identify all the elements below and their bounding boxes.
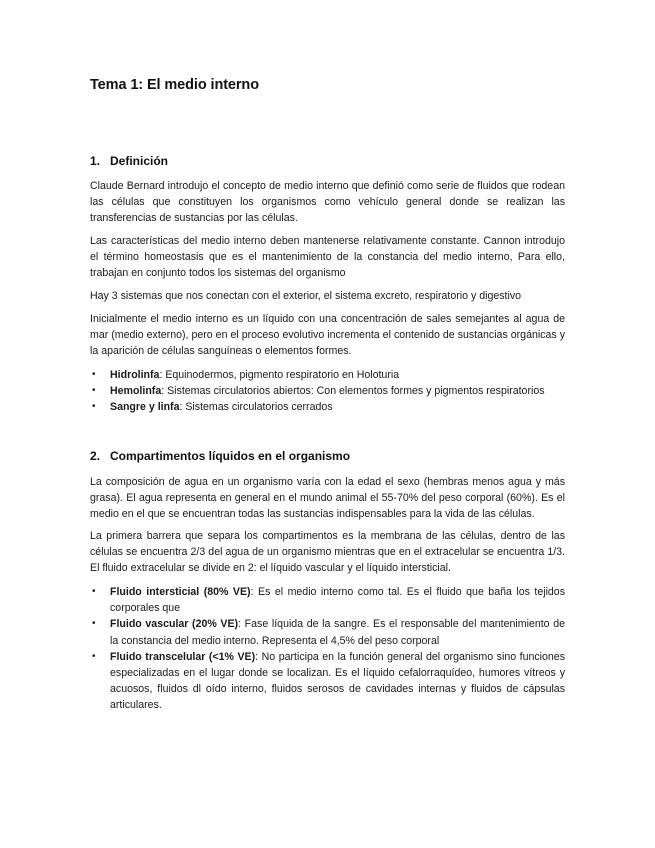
paragraph: La primera barrera que separa los compartimentos es la membrana de las células, dentro de las células se encuentra 2/3 del agua de un organismo mientras que en el extracelular se encuentra 1/3. El fluido extracelular se divide en 2: el líquido vascular y el líquido intersticial. (90, 530, 565, 575)
bullet-icon: • (92, 401, 96, 413)
list-item-text: : No participa en la función general del organismo sino funciones especializadas en el lugar donde se localizan. Es el líquido cefalorraquídeo, humores vítreos y acuosos, fluidos dl oído interno, fluidos serosos de cavidades internas y fluidos de cápsulas articulares. (110, 650, 565, 712)
list-item-text: : Sistemas circulatorios abiertos: Con elementos formes y pigmentos respiratorios (161, 385, 545, 398)
section-title: Definición (110, 154, 169, 168)
list-item-term: Sangre y linfa (110, 401, 180, 414)
list-item-text: : Sistemas circulatorios cerrados (179, 401, 333, 414)
section-heading-compartimentos (90, 449, 350, 463)
bullet-icon: • (92, 369, 96, 380)
section-title: Compartimentos líquidos en el organismo (110, 449, 351, 463)
bullet-list (90, 584, 565, 714)
page-title: Tema 1: El medio interno (90, 77, 259, 93)
list-item (90, 649, 565, 714)
paragraph: Las características del medio interno deben mantenerse relativamente constante. Cannon introdujo el término homeostasis que es el mantenimiento de la constancia del medio interno, Para ello, trabajan en conjunto todos los sistemas del organismo (90, 235, 565, 280)
section-heading-definicion (90, 154, 168, 168)
paragraph: Inicialmente el medio interno es un líquido con una concentración de sales semejantes al agua de mar (medio externo), pero en el proceso evolutivo incrementa el contenido de sustancias orgánicas y la aparición de células sanguíneas o elementos formes. (90, 313, 565, 358)
bullet-icon: • (92, 618, 96, 630)
list-item (90, 616, 565, 648)
paragraph: La composición de agua en un organismo varía con la edad el sexo (hembras menos agua y más grasa). El agua representa en general en el mundo animal el 55-70% del peso corporal (60%). Es el medio en el que se encuentran todas las sustancias indispensables para la vida de las células. (90, 476, 565, 521)
list-item-text: : Equinodermos, pigmento respiratorio en Holoturia (159, 369, 400, 381)
paragraph: Hay 3 sistemas que nos conectan con el exterior, el sistema excreto, respiratorio y digestivo (90, 290, 522, 302)
bullet-list (90, 367, 565, 416)
list-item-text: : Fase líquida de la sangre. Es el responsable del mantenimiento de la constancia del medio interno. Representa el 4,5% del peso corporal (110, 618, 565, 647)
list-item (90, 367, 565, 383)
paragraph: Claude Bernard introdujo el concepto de medio interno que definió como serie de fluidos que rodean las células que constituyen los organismos como vehículo general donde se realizan las transferencias de sustancias por las células. (90, 180, 565, 225)
section-number: 1. (90, 154, 101, 168)
section-number: 2. (90, 449, 101, 463)
list-item (90, 383, 565, 399)
list-item-term: Fluido transcelular (<1% VE) (110, 650, 256, 663)
list-item (90, 584, 565, 616)
list-item-term: Hemolinfa (110, 385, 162, 398)
bullet-icon: • (92, 586, 96, 597)
list-item-term: Hidrolinfa (110, 369, 160, 381)
list-item (90, 399, 565, 415)
list-item-text: : Es el medio interno como tal. Es el fluido que baña los tejidos corporales que (110, 586, 566, 615)
bullet-icon: • (92, 385, 96, 397)
bullet-icon: • (92, 650, 96, 662)
list-item-term: Fluido vascular (20% VE) (110, 618, 239, 631)
list-item-term: Fluido intersticial (80% VE) (110, 586, 251, 598)
